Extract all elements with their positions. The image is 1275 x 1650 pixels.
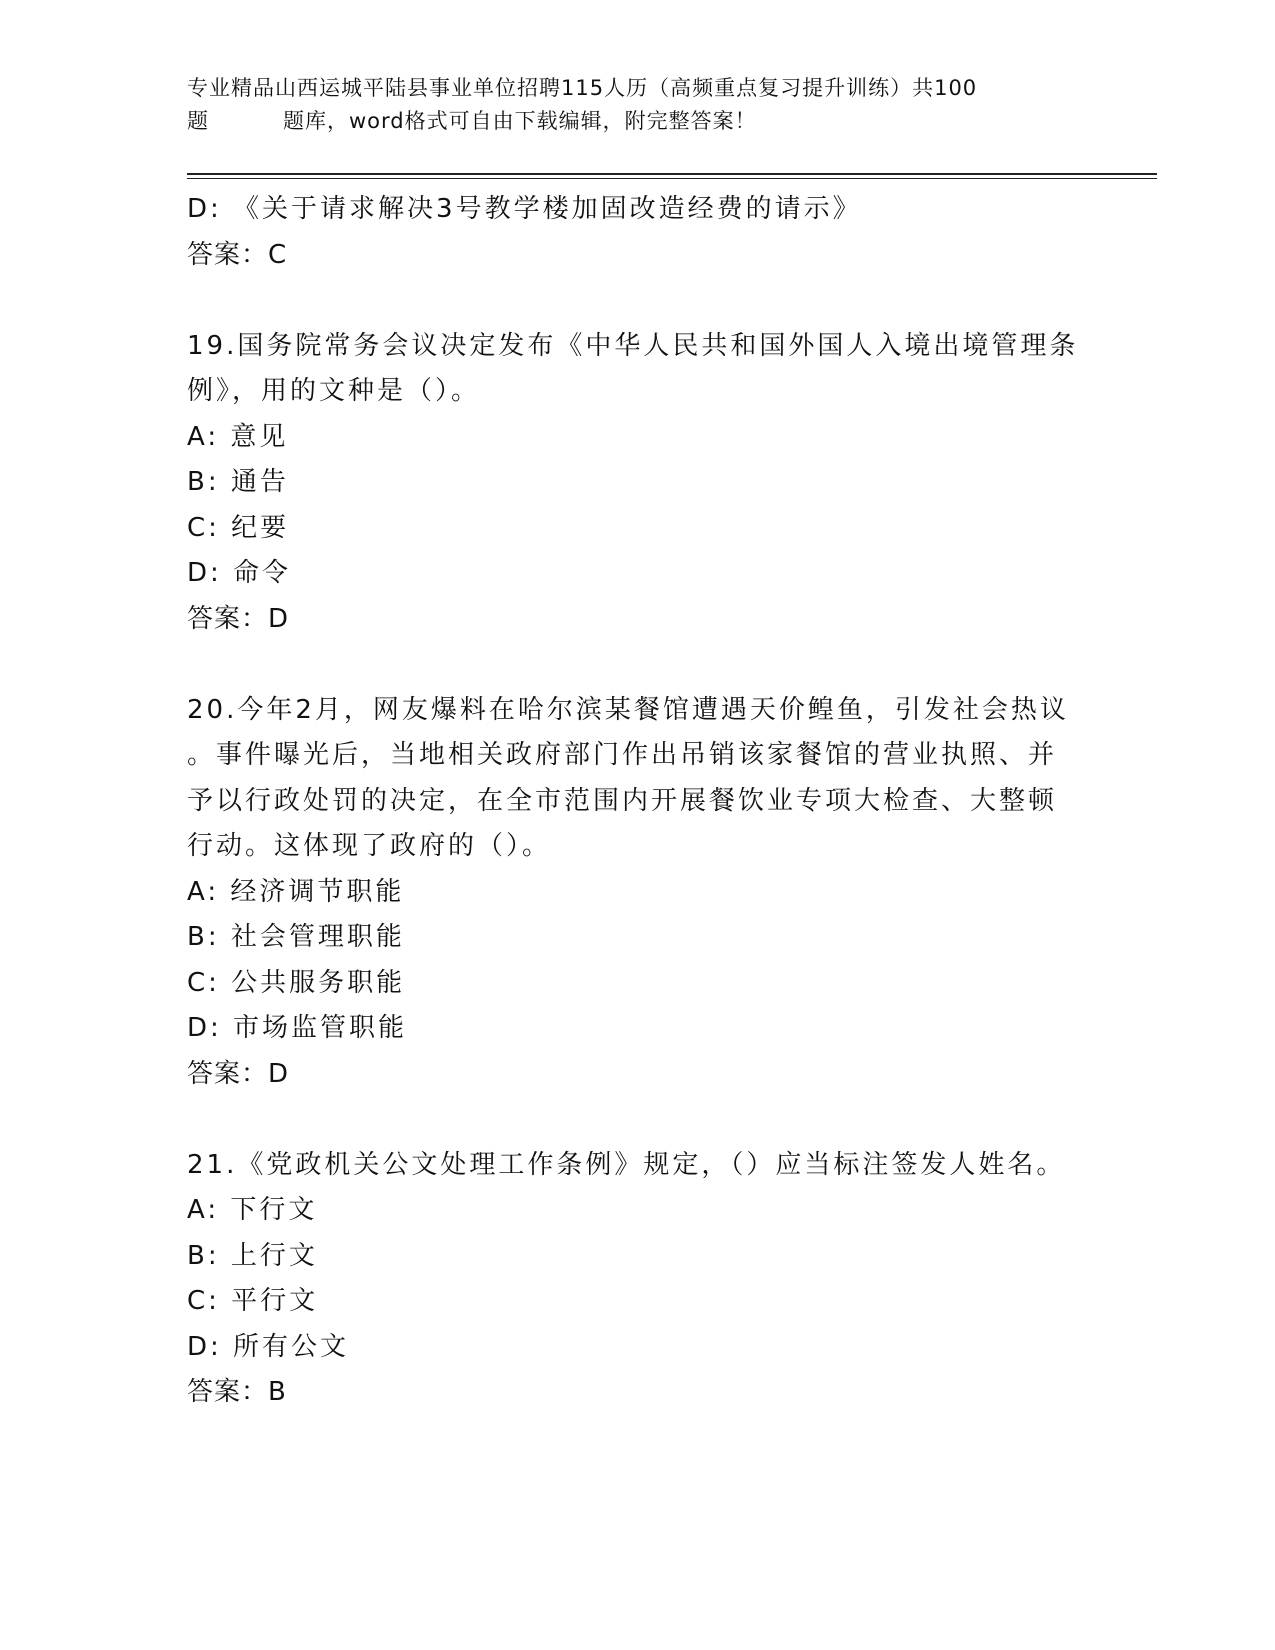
divider-thick [187,173,1157,175]
question-text-line: 19.国务院常务会议决定发布《中华人民共和国外国人入境出境管理条 [187,330,1079,361]
option-c: C: 平行文 [187,1286,319,1316]
option-d: D: 所有公文 [187,1331,350,1362]
question-list [187,187,1157,1416]
option-b: B: 社会管理职能 [187,922,405,952]
option-d: D: 市场监管职能 [187,1013,408,1043]
option-a: A: 经济调节职能 [187,876,405,907]
option-a: A: 下行文 [187,1195,318,1225]
question-20 [187,688,1157,1098]
header-line2-start: 题 [187,109,209,133]
question-text-line: 予以行政处罚的决定，在全市范围内开展餐饮业专项大检查、大整顿 [187,785,1058,816]
header-title-line2 [187,105,1087,138]
option-c: C: 公共服务职能 [187,967,406,998]
question-text-line: 。事件曝光后，当地相关政府部门作出吊销该家餐馆的营业执照、并 [187,740,1058,770]
question-text-line: 20.今年2月，网友爆料在哈尔滨某餐馆遭遇天价鳇鱼，引发社会热议 [187,694,1069,725]
answer: 答案：B [187,1377,287,1407]
question-text-line: 行动。这体现了政府的（）。 [187,831,552,861]
prev-option-d: D: 《关于请求解决3号教学楼加固改造经费的请示》 [187,194,862,224]
option-b: B: 上行文 [187,1240,318,1271]
header-title-line1: 专业精品山西运城平陆县事业单位招聘115人历（高频重点复习提升训练）共100 [187,76,978,100]
option-b: B: 通告 [187,467,289,497]
option-d: D: 命令 [187,558,292,588]
divider-thin [187,178,1157,179]
header-divider [187,173,1157,179]
prev-answer: 答案：C [187,239,288,270]
question-19 [187,324,1157,643]
question-21 [187,1143,1157,1416]
question-text-line: 例》，用的文种是（）。 [187,376,481,406]
answer: 答案：D [187,603,290,634]
answer: 答案：D [187,1058,290,1089]
document-page [187,72,1157,1416]
option-a: A: 意见 [187,421,289,452]
page-header [187,72,1087,138]
option-c: C: 纪要 [187,512,290,543]
question-text-line: 21.《党政机关公文处理工作条例》规定，（）应当标注签发人姓名。 [187,1149,1066,1180]
header-line2-rest: 题库，word格式可自由下载编辑，附完整答案！ [283,109,757,133]
